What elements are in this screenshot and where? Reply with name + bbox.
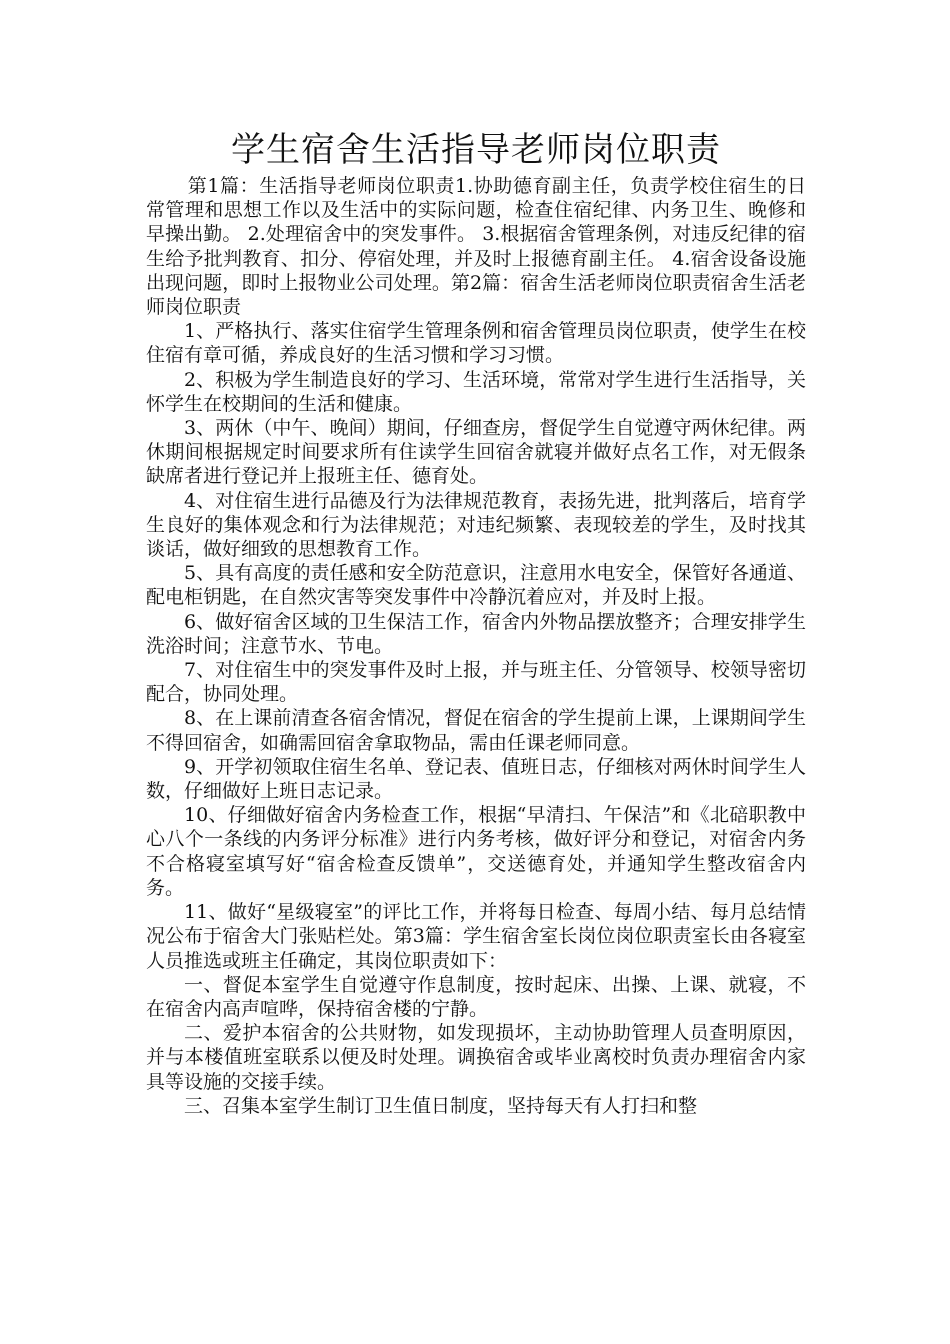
paragraph-2: 1、严格执行、落实住宿学生管理条例和宿舍管理员岗位职责，使学生在校住宿有章可循，养成良好的生活习惯和学习习惯。 [146, 320, 806, 367]
paragraph-10: 9、开学初领取住宿生名单、登记表、值班日志，仔细核对两休时间学生人数，仔细做好上班日志记录。 [146, 755, 806, 803]
paragraph-12: 11、做好“星级寝室”的评比工作，并将每日检查、每周小结、每月总结情况公布于宿舍大门张贴栏处。第3篇：学生宿舍室长岗位岗位职责室长由各寝室人员推选或班主任确定，其岗位职责如下： [146, 901, 806, 972]
paragraph-7: 6、做好宿舍区域的卫生保洁工作，宿舍内外物品摆放整齐；合理安排学生洗浴时间；注意节水、节电。 [146, 610, 806, 657]
paragraph-6: 5、具有高度的责任感和安全防范意识，注意用水电安全，保管好各通道、配电柜钥匙，在自然灾害等突发事件中冷静沉着应对，并及时上报。 [146, 562, 806, 609]
paragraph-13: 一、督促本室学生自觉遵守作息制度，按时起床、出操、上课、就寝，不在宿舍内高声喧哗，保持宿舍楼的宁静。 [146, 973, 806, 1020]
paragraph-8: 7、对住宿生中的突发事件及时上报，并与班主任、分管领导、校领导密切配合，协同处理。 [146, 659, 806, 706]
paragraph-9: 8、在上课前清查各宿舍情况，督促在宿舍的学生提前上课，上课期间学生不得回宿舍，如确需回宿舍拿取物品，需由任课老师同意。 [146, 707, 806, 754]
paragraph-15: 三、召集本室学生制订卫生值日制度，坚持每天有人打扫和整 [184, 1094, 698, 1117]
paragraph-11: 10、仔细做好宿舍内务检查工作，根据“早清扫、午保洁”和《北碚职教中心八个一条线的内务评分标准》进行内务考核，做好评分和登记，对宿舍内务不合格寝室填写好“宿舍检查反馈单”，交送德育处，并通知学生整改宿舍内务。 [146, 804, 806, 899]
paragraph-4: 3、两休（中午、晚间）期间，仔细查房，督促学生自觉遵守两休纪律。两休期间根据规定时间要求所有住读学生回宿舍就寝并做好点名工作，对无假条缺席者进行登记并上报班主任、德育处。 [146, 417, 806, 488]
paragraph-1: 第1篇：生活指导老师岗位职责1.协助德育副主任，负责学校住宿生的日常管理和思想工作以及生活中的实际问题，检查住宿纪律、内务卫生、晚修和早操出勤。 2.处理宿舍中的突发事件。 3.根据宿舍管理条例，对违反纪律的宿生给予批判教育、扣分、停宿处理，并及时上报德育副主任。 4.宿舍设备设施出现问题，即时上报物业公司处理。第2篇：宿舍生活老师岗位职责宿舍生活老师岗位职责 [146, 175, 806, 319]
document-title: 学生宿舍生活指导老师岗位职责 [231, 130, 721, 170]
paragraph-5: 4、对住宿生进行品德及行为法律规范教育，表扬先进，批判落后，培育学生良好的集体观念和行为法律规范；对违纪频繁、表现较差的学生，及时找其谈话，做好细致的思想教育工作。 [146, 489, 806, 561]
document-page [146, 128, 806, 1118]
paragraph-14: 二、爱护本宿舍的公共财物，如发现损坏，主动协助管理人员查明原因，并与本楼值班室联系以便及时处理。调换宿舍或毕业离校时负责办理宿舍内家具等设施的交接手续。 [146, 1022, 806, 1093]
paragraph-3: 2、积极为学生制造良好的学习、生活环境，常常对学生进行生活指导，关怀学生在校期间的生活和健康。 [146, 368, 806, 415]
